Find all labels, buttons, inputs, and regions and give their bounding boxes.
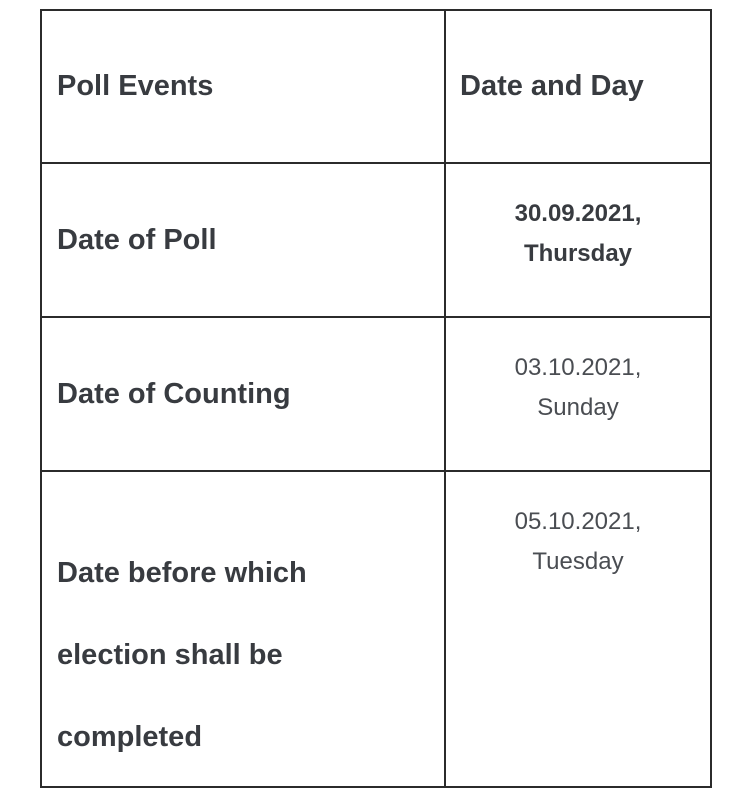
header-date-and-day: Date and Day: [445, 10, 711, 163]
poll-schedule-table: [40, 9, 712, 788]
table-row: [41, 163, 711, 317]
date-value: [445, 163, 711, 317]
date-value: [445, 471, 711, 787]
date-line: 03.10.2021,: [514, 354, 642, 381]
header-poll-events: Poll Events: [41, 10, 445, 163]
event-label: [41, 163, 445, 317]
date-line: 05.10.2021,: [514, 508, 642, 535]
day-line: Thursday: [523, 240, 633, 267]
event-label: [41, 471, 445, 787]
date-value: [445, 317, 711, 471]
event-label-line: completed: [57, 721, 203, 753]
table-row: [41, 317, 711, 471]
date-line: 30.09.2021,: [514, 200, 642, 227]
day-line: Tuesday: [532, 548, 624, 575]
event-label-line: Date of Counting: [57, 377, 291, 410]
table-row: [41, 471, 711, 787]
event-label-line: election shall be: [57, 639, 283, 671]
day-line: Sunday: [537, 394, 619, 421]
event-label: [41, 317, 445, 471]
event-label-line: Date before which: [57, 557, 307, 589]
event-label-line: Date of Poll: [57, 223, 217, 256]
table-header-row: [41, 10, 711, 163]
